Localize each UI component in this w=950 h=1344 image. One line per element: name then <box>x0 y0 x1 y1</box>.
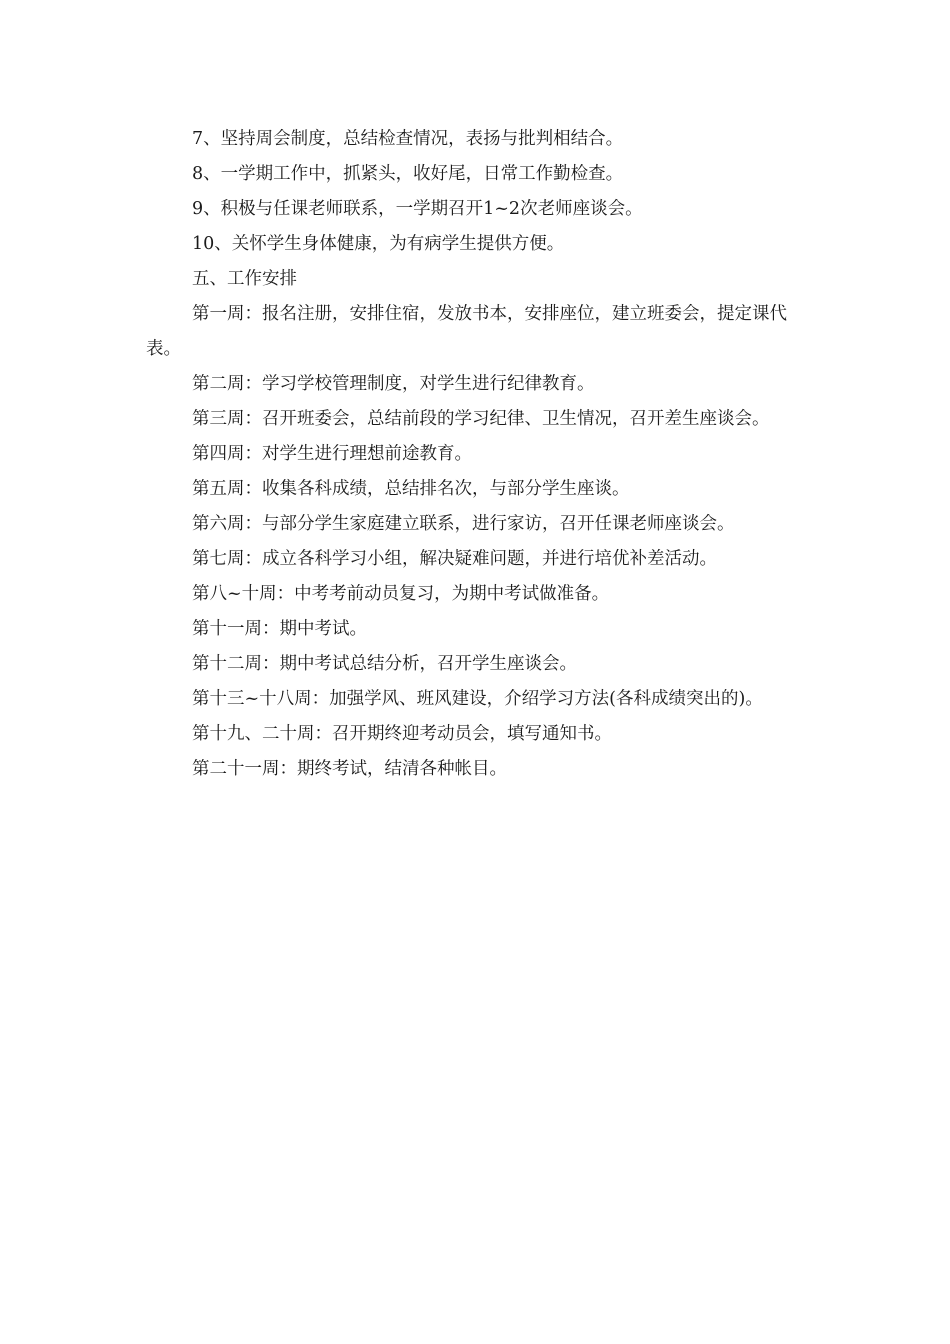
schedule-week-7: 第七周：成立各科学习小组，解决疑难问题，并进行培优补差活动。 <box>192 549 717 569</box>
paragraph-item-7: 7、坚持周会制度，总结检查情况，表扬与批判相结合。 <box>192 129 624 149</box>
schedule-week-12: 第十二周：期中考试总结分析，召开学生座谈会。 <box>192 654 577 674</box>
paragraph-item-9: 9、积极与任课老师联系，一学期召开1~2次老师座谈会。 <box>192 199 643 219</box>
schedule-week-5: 第五周：收集各科成绩，总结排名次，与部分学生座谈。 <box>192 479 630 499</box>
schedule-week-21: 第二十一周：期终考试，结清各种帐目。 <box>192 759 507 779</box>
paragraph-item-8: 8、一学期工作中，抓紧头，收好尾，日常工作勤检查。 <box>192 164 624 184</box>
paragraph-item-10: 10、关怀学生身体健康，为有病学生提供方便。 <box>192 234 565 254</box>
schedule-week-19-20: 第十九、二十周：召开期终迎考动员会，填写通知书。 <box>192 724 612 744</box>
schedule-week-1: 第一周：报名注册，安排住宿，发放书本，安排座位，建立班委会，提定课代表。 <box>146 304 787 359</box>
schedule-week-13-18: 第十三~十八周：加强学风、班风建设，介绍学习方法(各科成绩突出的)。 <box>192 689 763 709</box>
schedule-week-6: 第六周：与部分学生家庭建立联系，进行家访，召开任课老师座谈会。 <box>192 514 735 534</box>
section-heading-work-schedule: 五、工作安排 <box>192 269 297 289</box>
schedule-week-3: 第三周：召开班委会，总结前段的学习纪律、卫生情况，召开差生座谈会。 <box>192 409 770 429</box>
schedule-week-4: 第四周：对学生进行理想前途教育。 <box>192 444 472 464</box>
schedule-week-2: 第二周：学习学校管理制度，对学生进行纪律教育。 <box>192 374 595 394</box>
document-body <box>146 122 816 787</box>
schedule-week-8-10: 第八~十周：中考考前动员复习，为期中考试做准备。 <box>192 584 610 604</box>
schedule-week-11: 第十一周：期中考试。 <box>192 619 367 639</box>
